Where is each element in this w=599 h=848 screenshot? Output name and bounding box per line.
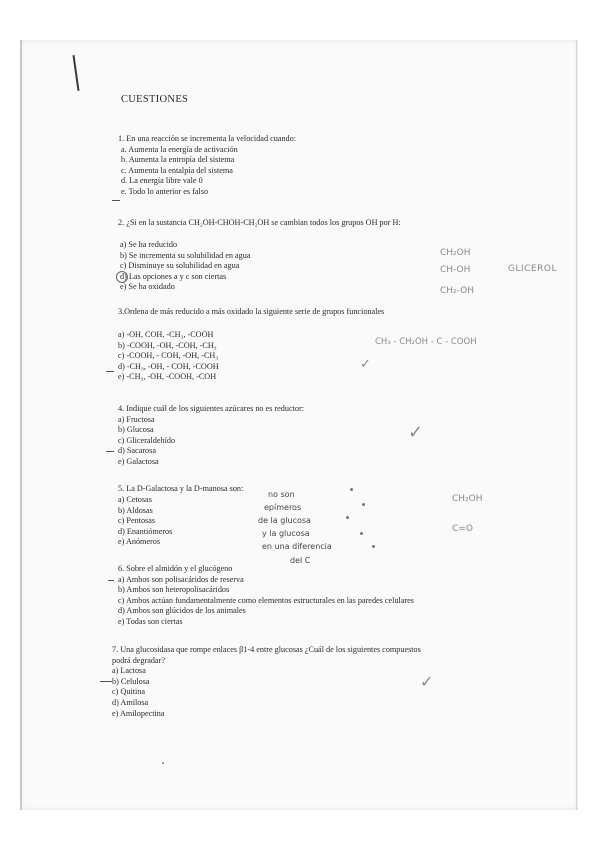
option: a) Se ha reducido	[120, 240, 178, 249]
check-mark-icon: ✓	[420, 672, 434, 691]
handwritten-note: CH-OH	[440, 265, 471, 275]
question-text: 7. Una glucosidasa que rompe enlaces β1-4 entre glucosas ¿Cuál de los siguientes compuestos	[112, 645, 421, 654]
pencil-mark	[372, 545, 375, 548]
answer-mark	[108, 580, 114, 581]
option: b) Celulosa	[112, 676, 150, 686]
option: e) Anómeros	[118, 537, 161, 547]
handwritten-note: no son	[268, 490, 295, 499]
handwritten-note: CH₂OH	[440, 248, 471, 258]
option: c) Gliceraldehído	[118, 435, 176, 445]
handwritten-note: del C	[290, 556, 311, 565]
question-2-options	[120, 240, 251, 293]
option: d) Ambos son glúcidos de los animales	[118, 606, 246, 616]
option: c. Aumenta la entalpía del sistema	[121, 165, 233, 175]
question-1	[118, 134, 296, 198]
handwritten-note: CH₃ - CH₂OH - C - COOH	[375, 337, 477, 347]
check-mark-icon: ✓	[408, 422, 424, 443]
pencil-mark	[346, 516, 349, 519]
pencil-mark	[362, 503, 365, 506]
option: c) -COOH, - COH, -OH, -CH₃	[118, 351, 219, 361]
option: a) Fructosa	[118, 414, 155, 424]
answer-mark	[100, 681, 112, 682]
option: b) Se incrementa su solubilidad en agua	[120, 250, 251, 260]
option: e) -CH₃, -OH, -COOH, -COH	[118, 372, 217, 382]
handwritten-note: GLICEROL	[508, 264, 557, 274]
option: a) -OH, COH, -CH₃, -COOH	[118, 330, 214, 339]
question-3-options	[118, 330, 219, 383]
option: e) Se ha oxidado	[120, 282, 175, 292]
option: d) Las opciones a y c son ciertas	[120, 271, 227, 281]
handwritten-note: C=O	[452, 524, 473, 534]
option: b) Ambos son heteropolisacáridos	[118, 585, 230, 595]
page-title: CUESTIONES	[121, 94, 189, 105]
speck	[162, 762, 164, 764]
handwritten-note: y la glucosa	[262, 529, 310, 538]
option: d) Sacarosa	[118, 446, 156, 456]
option: e. Todo lo anterior es falso	[121, 186, 209, 196]
option: a. Aumenta la energía de activación	[121, 144, 238, 154]
question-5-options	[118, 495, 172, 548]
option: d) Enantiómeros	[118, 526, 173, 536]
pencil-mark	[360, 532, 363, 535]
check-mark-icon: ✓	[360, 357, 371, 372]
question-text: 3.Ordena de más reducido a más oxidado la siguiente serie de grupos funcionales	[118, 307, 385, 316]
circled-answer	[116, 271, 128, 283]
answer-mark	[112, 200, 120, 201]
page-right-edge	[576, 40, 577, 810]
option: a) Lactosa	[112, 666, 146, 676]
option: d) -CH₃, -OH, - COH, -COOH	[118, 361, 219, 371]
question-2	[118, 218, 401, 229]
option: e) Galactosa	[118, 456, 159, 466]
option: e) Todas son ciertas	[118, 616, 183, 626]
handwritten-note: epímeros	[264, 503, 302, 512]
question-text: 5. La D-Galactosa y la D-manosa son:	[118, 484, 244, 493]
handwritten-note: de la glucosa	[258, 516, 311, 525]
question-5	[118, 484, 243, 495]
answer-mark	[106, 371, 114, 372]
question-text: podrá degradar?	[112, 655, 165, 665]
question-7	[112, 645, 421, 719]
pencil-mark	[350, 488, 353, 491]
handwritten-note: en una diferencia	[262, 542, 332, 551]
option: d) Amilosa	[112, 697, 149, 707]
option: b. Aumenta la entropía del sistema	[121, 155, 235, 165]
option: a) Ambos son polisacáridos de reserva	[118, 574, 244, 584]
option: a) Cetosas	[118, 495, 152, 504]
option: e) Amilopectina	[112, 708, 165, 718]
option: c) Pentosas	[118, 516, 156, 526]
option: d. La energía libre vale 0	[121, 176, 203, 186]
option: c) Ambos actúan fundamentalmente como elementos estructurales en las paredes celulares	[118, 595, 414, 605]
question-6	[118, 564, 414, 628]
question-text: 6. Sobre el almidón y el glucógeno	[118, 564, 233, 573]
question-text: 4. Indique cuál de los siguientes azúcares no es reductor:	[118, 404, 304, 413]
option: c) Quitina	[112, 687, 145, 697]
page-left-edge	[20, 40, 22, 810]
question-4	[118, 404, 304, 468]
option: c) Disminuye su solubilidad en agua	[120, 261, 240, 271]
handwritten-note: CH₂OH	[452, 494, 483, 504]
option: b) -COOH, -OH, -COH, -CH₃	[118, 340, 217, 350]
option: b) Glucosa	[118, 425, 154, 435]
question-3	[118, 307, 384, 318]
option: b) Aldosas	[118, 505, 153, 515]
handwritten-note: CH₂-OH	[440, 286, 475, 296]
question-text: 1. En una reacción se incrementa la velocidad cuando:	[118, 134, 296, 143]
question-text: 2. ¿Si en la sustancia CH₂OH-CHOH-CH₂OH se cambian todos los grupos OH por H:	[118, 218, 401, 227]
answer-mark	[106, 451, 114, 452]
